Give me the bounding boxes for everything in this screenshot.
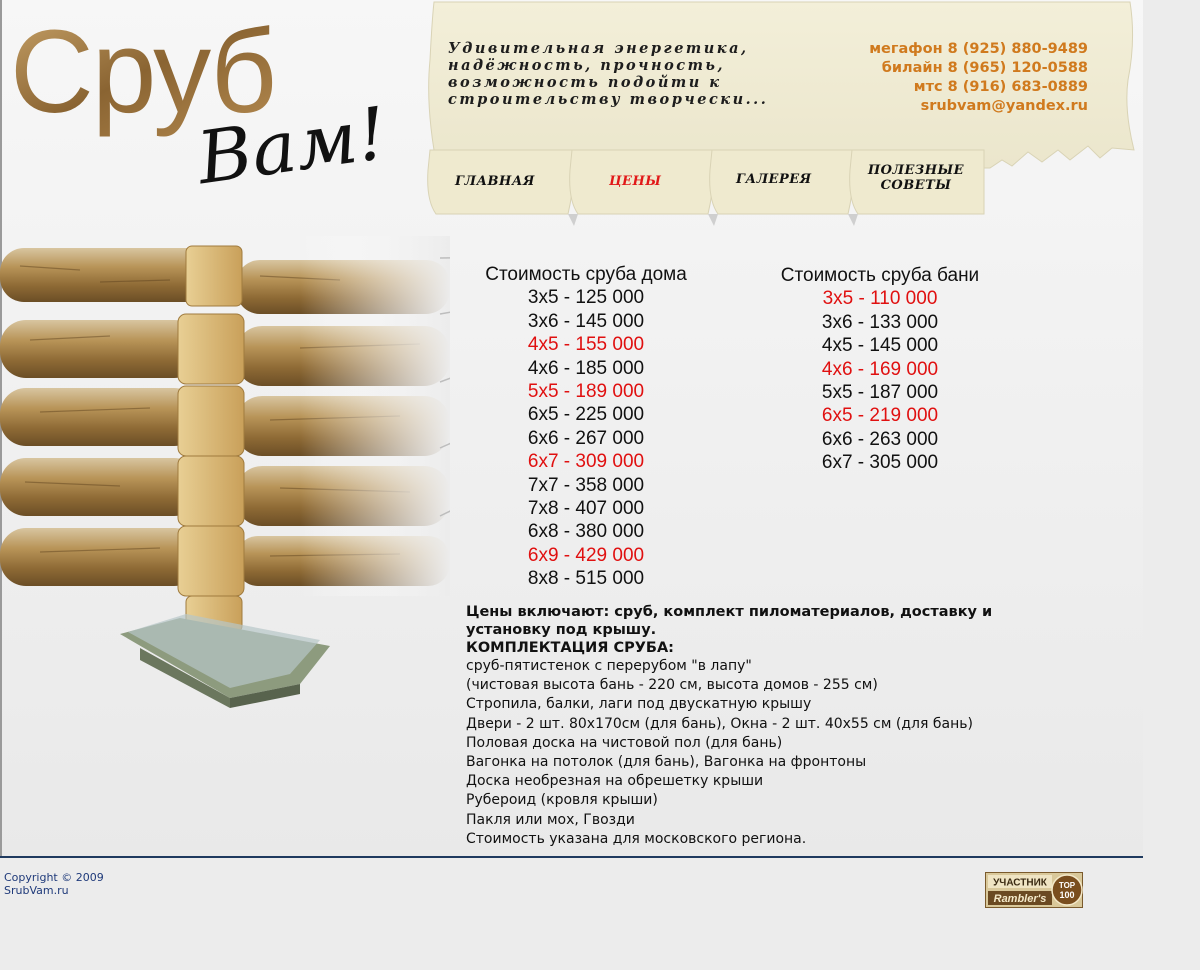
house-price-row: 6х6 - 267 000 — [527, 427, 645, 449]
phone-megafon: мегафон 8 (925) 880-9489 — [869, 41, 1088, 57]
includes-text-1: Цены включают: сруб, комплект пиломатериалов, доставку и — [466, 604, 993, 620]
header-parchment — [412, 0, 1140, 232]
bath-price-list — [770, 264, 990, 475]
slogan-line: возможность подойти к — [448, 74, 722, 91]
house-price-row: 6х8 - 380 000 — [527, 521, 645, 543]
nav-home[interactable]: ГЛАВНАЯ — [455, 174, 535, 189]
nav-tips-line1: ПОЛЕЗНЫЕ — [867, 163, 965, 178]
bath-price-row: 6х5 - 219 000 — [821, 405, 939, 427]
kit-heading: КОМПЛЕКТАЦИЯ СРУБА: — [466, 640, 674, 656]
house-price-row: 4х6 - 185 000 — [527, 357, 645, 379]
copyright — [4, 871, 104, 897]
house-price-row: 7х8 - 407 000 — [527, 498, 645, 520]
kit-item: Вагонка на потолок (для бань), Вагонка на фронтоны — [466, 754, 867, 771]
footer-divider — [0, 856, 1143, 858]
log-cabin-image — [0, 236, 450, 716]
counter-badge-top: TOP — [1058, 881, 1076, 890]
counter-badge-bottom: 100 — [1059, 890, 1075, 900]
bath-price-row: 4х6 - 169 000 — [821, 358, 939, 380]
logo-main-text: Сруб — [10, 6, 275, 138]
kit-details — [466, 603, 1086, 849]
kit-item: Пакля или мох, Гвозди — [466, 811, 635, 828]
kit-item: Доска необрезная на обрешетку крыши — [466, 773, 764, 790]
house-price-row: 6х5 - 225 000 — [527, 404, 645, 426]
kit-item: Половая доска на чистовой пол (для бань) — [466, 734, 783, 751]
phone-mts: мтс 8 (916) 683-0889 — [913, 79, 1088, 95]
nav-gallery[interactable]: ГАЛЕРЕЯ — [736, 172, 812, 187]
house-price-row: 4х5 - 155 000 — [527, 334, 645, 356]
bath-price-row: 4х5 - 145 000 — [821, 335, 939, 357]
house-price-title: Стоимость сруба дома — [485, 264, 687, 285]
house-price-row: 6х7 - 309 000 — [527, 451, 645, 473]
nav-tips[interactable] — [866, 163, 966, 193]
nav-prices[interactable]: ЦЕНЫ — [609, 174, 662, 189]
bath-price-row: 5х5 - 187 000 — [821, 382, 939, 404]
bath-price-title: Стоимость сруба бани — [780, 265, 980, 286]
rambler-top100-counter[interactable] — [985, 872, 1083, 908]
house-price-list — [476, 263, 696, 591]
contacts-block — [820, 40, 1088, 116]
slogan-line: надёжность, прочность, — [448, 57, 726, 74]
house-price-row: 3х6 - 145 000 — [527, 310, 645, 332]
kit-item: Стоимость указана для московского региона. — [466, 830, 807, 847]
house-price-row: 8х8 - 515 000 — [527, 568, 645, 590]
bath-price-row: 3х6 - 133 000 — [821, 311, 939, 333]
copyright-text: Copyright © 2009 — [4, 871, 104, 884]
kit-item: Стропила, балки, лаги под двускатную крышу — [466, 696, 812, 713]
kit-item: Рубероид (кровля крыши) — [466, 792, 658, 809]
email-link[interactable]: srubvam@yandex.ru — [920, 98, 1088, 114]
house-price-row: 3х5 - 125 000 — [527, 287, 645, 309]
slogan — [448, 40, 808, 108]
slogan-line: строительству творчески... — [448, 91, 769, 108]
logo-script-text: Вам! — [192, 91, 387, 201]
nav-tips-line2: СОВЕТЫ — [880, 178, 952, 193]
kit-item: (чистовая высота бань - 220 см, высота домов - 255 см) — [466, 677, 878, 694]
kit-item: Двери - 2 шт. 80х170см (для бань), Окна - 2 шт. 40х55 см (для бань) — [466, 715, 973, 732]
bath-price-row: 6х6 - 263 000 — [821, 428, 939, 450]
counter-label-bottom: Rambler's — [993, 893, 1047, 905]
house-price-row: 5х5 - 189 000 — [527, 381, 645, 403]
house-price-row: 6х9 - 429 000 — [527, 544, 645, 566]
site-name: SrubVam.ru — [4, 884, 69, 897]
bath-price-row: 3х5 - 110 000 — [822, 288, 938, 310]
slogan-line: Удивительная энергетика, — [448, 40, 749, 57]
includes-text-2: установку под крышу. — [466, 622, 657, 638]
phone-beeline: билайн 8 (965) 120-0588 — [881, 60, 1088, 76]
house-price-row: 7х7 - 358 000 — [527, 474, 645, 496]
bath-price-row: 6х7 - 305 000 — [821, 452, 939, 474]
kit-item: сруб-пятистенок с перерубом "в лапу" — [466, 658, 752, 674]
counter-label-top: УЧАСТНИК — [993, 877, 1047, 889]
site-logo[interactable] — [8, 4, 408, 204]
